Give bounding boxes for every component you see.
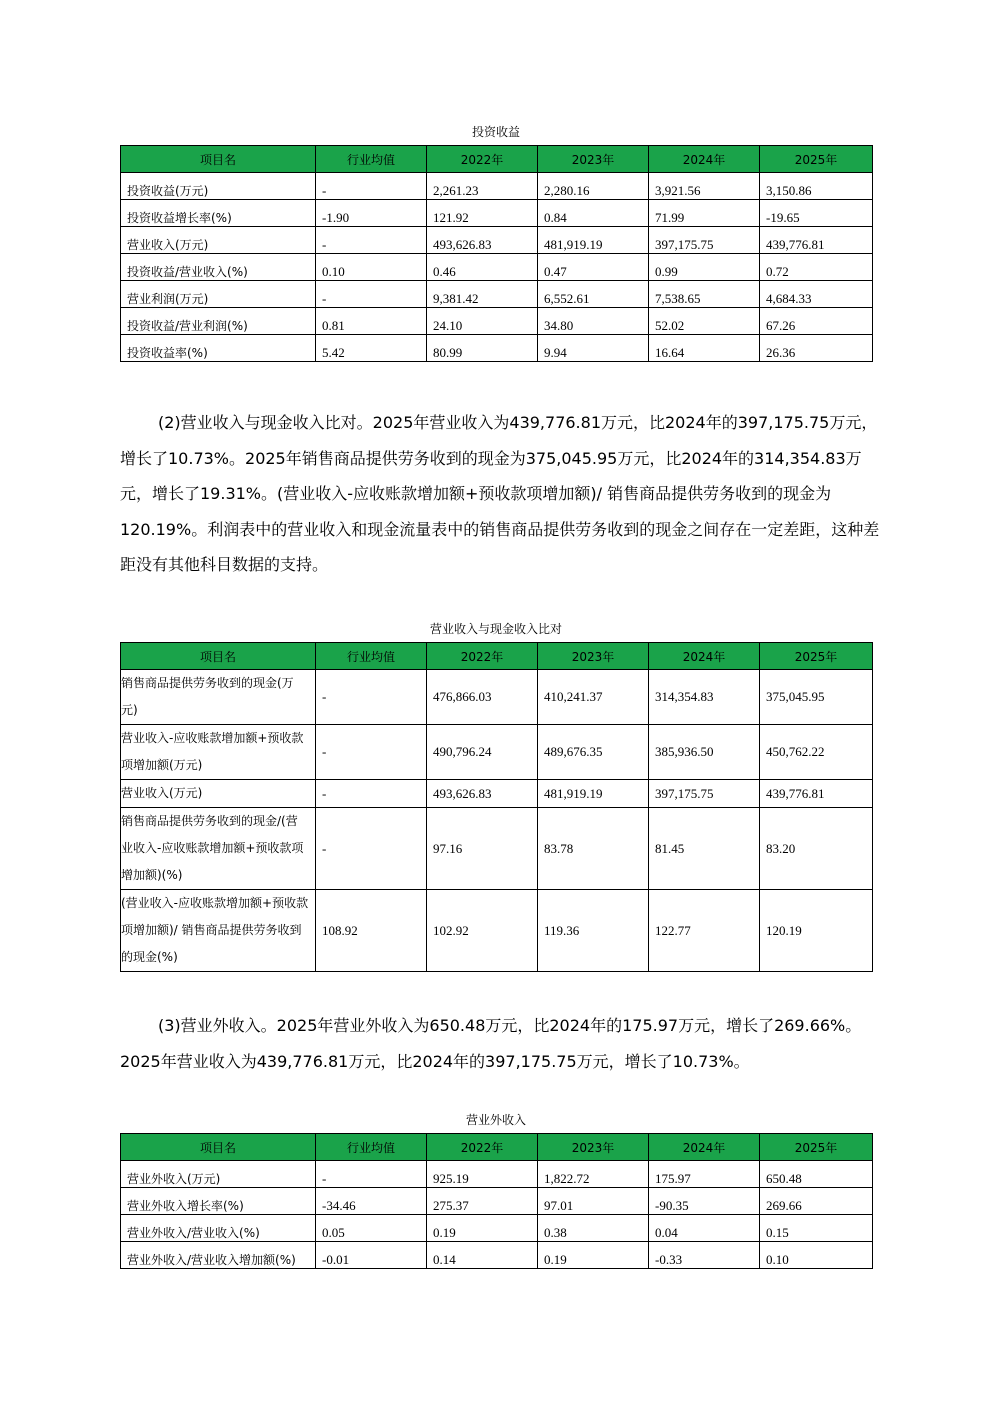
column-header: 行业均值 [316, 146, 427, 173]
cell-value: 26.36 [760, 335, 873, 362]
column-header: 2024年 [649, 643, 760, 670]
cell-value: -90.35 [649, 1188, 760, 1215]
non-operating-income-table [120, 1133, 873, 1269]
column-header: 2023年 [538, 643, 649, 670]
cell-value: 0.19 [427, 1215, 538, 1242]
row-label: 投资收益(万元) [121, 173, 316, 200]
cell-value: 6,552.61 [538, 281, 649, 308]
column-header: 项目名 [121, 643, 316, 670]
cell-value: 34.80 [538, 308, 649, 335]
cell-value: 102.92 [427, 890, 538, 972]
table-header-row [121, 146, 873, 173]
column-header: 2023年 [538, 146, 649, 173]
paragraph-non-operating: (3)营业外收入。2025年营业外收入为650.48万元，比2024年的175.97万元，增长了269.66%。2025年营业收入为439,776.81万元，比2024年的397,175.75万元，增长了10.73%。 [120, 1016, 862, 1071]
table-row [121, 335, 873, 362]
cell-value: - [316, 1161, 427, 1188]
column-header: 项目名 [121, 1134, 316, 1161]
column-header: 2022年 [427, 146, 538, 173]
cell-value: 122.77 [649, 890, 760, 972]
cell-value: 97.16 [427, 808, 538, 890]
cell-value: 650.48 [760, 1161, 873, 1188]
cell-value: 0.14 [427, 1242, 538, 1269]
cell-value: 0.47 [538, 254, 649, 281]
cell-value: 925.19 [427, 1161, 538, 1188]
column-header: 2024年 [649, 146, 760, 173]
cell-value: 3,921.56 [649, 173, 760, 200]
column-header: 项目名 [121, 146, 316, 173]
cell-value: 108.92 [316, 890, 427, 972]
row-label: 销售商品提供劳务收到的现金(万元) [121, 670, 316, 725]
row-label: 营业外收入(万元) [121, 1161, 316, 1188]
table-row [121, 308, 873, 335]
cell-value: - [316, 725, 427, 780]
cell-value: 0.10 [760, 1242, 873, 1269]
cell-value: 24.10 [427, 308, 538, 335]
cell-value: 83.78 [538, 808, 649, 890]
cell-value: 0.10 [316, 254, 427, 281]
cell-value: 489,676.35 [538, 725, 649, 780]
cell-value: 0.19 [538, 1242, 649, 1269]
cell-value: 16.64 [649, 335, 760, 362]
cell-value: 397,175.75 [649, 227, 760, 254]
table-row [121, 1161, 873, 1188]
cell-value: -0.33 [649, 1242, 760, 1269]
cell-value: 9.94 [538, 335, 649, 362]
row-label: 营业外收入/营业收入(%) [121, 1215, 316, 1242]
table-row [121, 780, 873, 808]
cell-value: -34.46 [316, 1188, 427, 1215]
cell-value: 175.97 [649, 1161, 760, 1188]
table-caption-investment: 投资收益 [471, 125, 520, 139]
column-header: 2024年 [649, 1134, 760, 1161]
cell-value: - [316, 227, 427, 254]
row-label: 营业收入(万元) [121, 227, 316, 254]
table-row [121, 281, 873, 308]
table-caption-non-operating: 营业外收入 [465, 1113, 526, 1127]
cell-value: - [316, 808, 427, 890]
cell-value: 2,280.16 [538, 173, 649, 200]
cell-value: -1.90 [316, 200, 427, 227]
table-header-row [121, 643, 873, 670]
investment-income-table [120, 145, 873, 362]
row-label: 营业收入(万元) [121, 780, 316, 808]
cell-value: 439,776.81 [760, 227, 873, 254]
cell-value: 81.45 [649, 808, 760, 890]
cell-value: - [316, 670, 427, 725]
row-label: 投资收益率(%) [121, 335, 316, 362]
cell-value: 0.04 [649, 1215, 760, 1242]
table-row [121, 173, 873, 200]
cell-value: 0.99 [649, 254, 760, 281]
cell-value: 80.99 [427, 335, 538, 362]
cell-value: 375,045.95 [760, 670, 873, 725]
cell-value: 476,866.03 [427, 670, 538, 725]
cell-value: 67.26 [760, 308, 873, 335]
cell-value: 439,776.81 [760, 780, 873, 808]
table-row [121, 1242, 873, 1269]
cell-value: 493,626.83 [427, 227, 538, 254]
table-row [121, 1215, 873, 1242]
cell-value: 269.66 [760, 1188, 873, 1215]
cell-value: 493,626.83 [427, 780, 538, 808]
table-row [121, 725, 873, 780]
cell-value: 0.15 [760, 1215, 873, 1242]
cell-value: 450,762.22 [760, 725, 873, 780]
cell-value: 1,822.72 [538, 1161, 649, 1188]
table-row [121, 670, 873, 725]
cell-value: 385,936.50 [649, 725, 760, 780]
cell-value: 481,919.19 [538, 780, 649, 808]
cell-value: 0.38 [538, 1215, 649, 1242]
row-label: 营业外收入增长率(%) [121, 1188, 316, 1215]
cell-value: 490,796.24 [427, 725, 538, 780]
cell-value: 0.46 [427, 254, 538, 281]
column-header: 行业均值 [316, 1134, 427, 1161]
cell-value: - [316, 173, 427, 200]
cell-value: 397,175.75 [649, 780, 760, 808]
column-header: 2022年 [427, 1134, 538, 1161]
cell-value: 0.81 [316, 308, 427, 335]
cell-value: 4,684.33 [760, 281, 873, 308]
table-row [121, 227, 873, 254]
row-label: 销售商品提供劳务收到的现金/(营业收入-应收账款增加额+预收款项增加额)(%) [121, 808, 316, 890]
column-header: 2025年 [760, 1134, 873, 1161]
column-header: 2023年 [538, 1134, 649, 1161]
cell-value: 9,381.42 [427, 281, 538, 308]
cell-value: 0.84 [538, 200, 649, 227]
cell-value: 410,241.37 [538, 670, 649, 725]
cell-value: - [316, 780, 427, 808]
table-row [121, 254, 873, 281]
cell-value: -0.01 [316, 1242, 427, 1269]
cell-value: 5.42 [316, 335, 427, 362]
cell-value: 71.99 [649, 200, 760, 227]
cell-value: 275.37 [427, 1188, 538, 1215]
paragraph-revenue-cash: (2)营业收入与现金收入比对。2025年营业收入为439,776.81万元，比2024年的397,175.75万元，增长了10.73%。2025年销售商品提供劳务收到的现金为375,045.95万元，比2024年的314,354.83万元，增长了19.31%。(营业收入-应收账款增加额+预收款项增加额)/ 销售商品提供劳务收到的现金为120.19%。利润表中的营业收入和现金流量表中的销售商品提供劳务收到的现金之间存在一定差距，这种差距没有其他科目数据的支持。 [120, 413, 880, 574]
column-header: 2025年 [760, 146, 873, 173]
table-header-row [121, 1134, 873, 1161]
row-label: 投资收益/营业收入(%) [121, 254, 316, 281]
row-label: (营业收入-应收账款增加额+预收款项增加额)/ 销售商品提供劳务收到的现金(%) [121, 890, 316, 972]
cell-value: 97.01 [538, 1188, 649, 1215]
table-caption-revenue-cash: 营业收入与现金收入比对 [429, 622, 562, 636]
cell-value: 3,150.86 [760, 173, 873, 200]
row-label: 营业利润(万元) [121, 281, 316, 308]
cell-value: - [316, 281, 427, 308]
row-label: 营业收入-应收账款增加额+预收款项增加额(万元) [121, 725, 316, 780]
column-header: 2022年 [427, 643, 538, 670]
cell-value: 52.02 [649, 308, 760, 335]
table-row [121, 890, 873, 972]
column-header: 行业均值 [316, 643, 427, 670]
cell-value: 7,538.65 [649, 281, 760, 308]
cell-value: 83.20 [760, 808, 873, 890]
cell-value: 121.92 [427, 200, 538, 227]
cell-value: 120.19 [760, 890, 873, 972]
cell-value: 314,354.83 [649, 670, 760, 725]
table-row [121, 808, 873, 890]
cell-value: 0.05 [316, 1215, 427, 1242]
row-label: 营业外收入/营业收入增加额(%) [121, 1242, 316, 1269]
cell-value: 119.36 [538, 890, 649, 972]
row-label: 投资收益/营业利润(%) [121, 308, 316, 335]
cell-value: 481,919.19 [538, 227, 649, 254]
table-row [121, 1188, 873, 1215]
cell-value: -19.65 [760, 200, 873, 227]
cell-value: 2,261.23 [427, 173, 538, 200]
table-row [121, 200, 873, 227]
cell-value: 0.72 [760, 254, 873, 281]
revenue-cash-table [120, 642, 873, 972]
row-label: 投资收益增长率(%) [121, 200, 316, 227]
column-header: 2025年 [760, 643, 873, 670]
